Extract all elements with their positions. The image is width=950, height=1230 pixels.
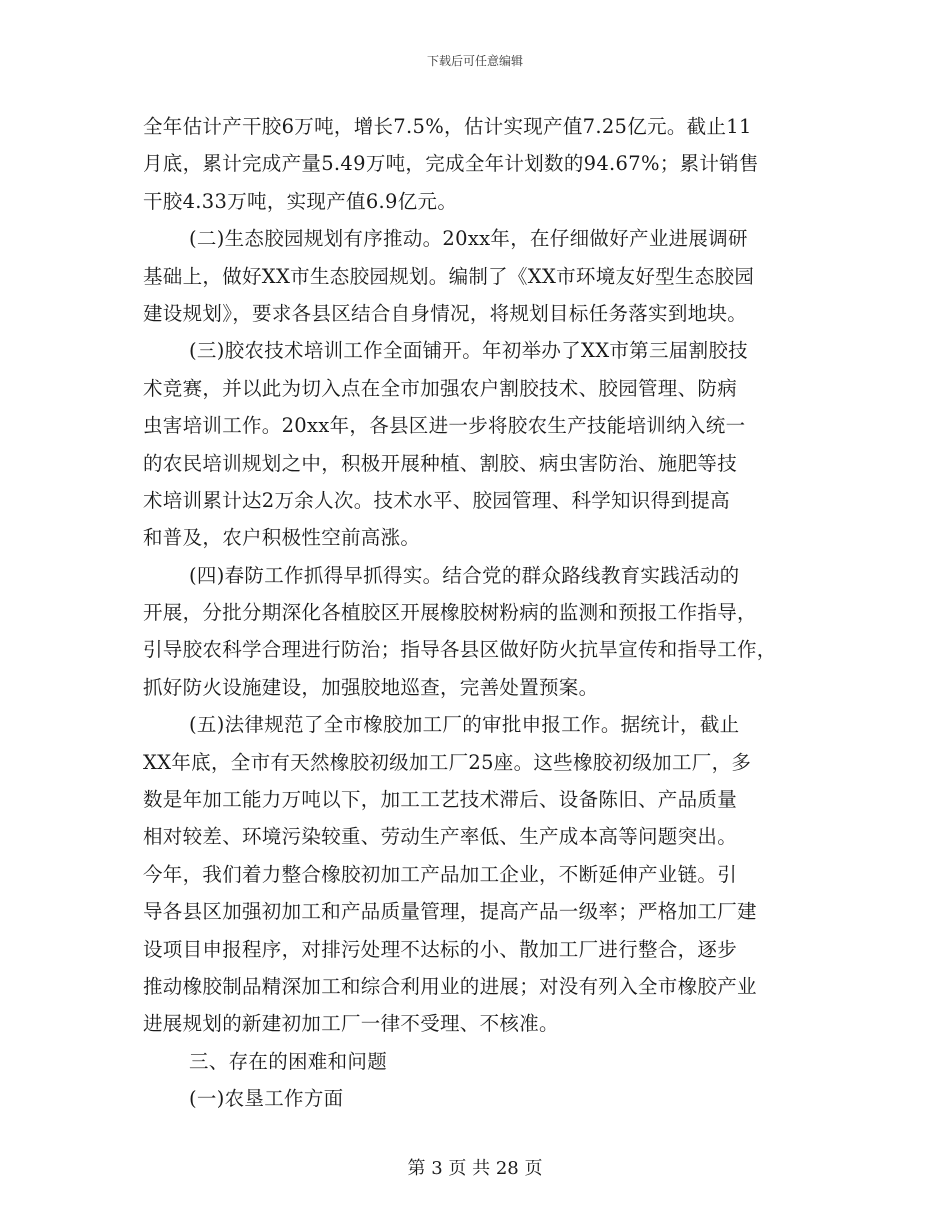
header-note: 下载后可任意编辑	[426, 54, 523, 68]
paragraph-start: (五)法律规范了全市橡胶加工厂的审批申报工作。据统计，截止	[189, 713, 740, 737]
text-line: 建设规划》，要求各县区结合自身情况，将规划目标任务落实到地块。	[143, 301, 748, 325]
text-line: 月底，累计完成产量5.49万吨，完成全年计划数的94.67%；累计销售	[143, 152, 759, 176]
document-body	[143, 108, 823, 1118]
text-line: 导各县区加强初加工和产品质量管理，提高产品一级率；严格加工厂建	[143, 900, 757, 924]
paragraph-start: (二)生态胶园规划有序推动。20xx年，在仔细做好产业进展调研	[189, 227, 748, 251]
text-line: 开展，分批分期深化各植胶区开展橡胶树粉病的监测和预报工作指导，	[143, 601, 757, 625]
text-line: 的农民培训规划之中，积极开展种植、割胶、病虫害防治、施肥等技	[143, 451, 738, 475]
text-line: 基础上，做好XX市生态胶园规划。编制了《XX市环境友好型生态胶园	[143, 264, 755, 288]
text-line: 和普及，农户积极性空前高涨。	[143, 526, 421, 550]
text-line: 设项目申报程序，对排污处理不达标的小、散加工厂进行整合，逐步	[143, 937, 738, 961]
text-line: 虫害培训工作。20xx年，各县区进一步将胶农生产技能培训纳入统一	[143, 414, 746, 438]
text-line: 干胶4.33万吨，实现产值6.9亿元。	[143, 189, 458, 213]
paragraph-start: (四)春防工作抓得早抓得实。结合党的群众路线教育实践活动的	[189, 563, 740, 587]
text-line: 抓好防火设施建设，加强胶地巡查，完善处置预案。	[143, 675, 599, 699]
text-line: 数是年加工能力万吨以下，加工工艺技术滞后、设备陈旧、产品质量	[143, 788, 738, 812]
text-line: 进展规划的新建初加工厂一律不受理、不核准。	[143, 1012, 559, 1036]
text-line: 相对较差、环境污染较重、劳动生产率低、生产成本高等问题突出。	[143, 825, 738, 849]
text-line: 术竞赛，并以此为切入点在全市加强农户割胶技术、胶园管理、防病	[143, 376, 738, 400]
subsection-heading: (一)农垦工作方面	[189, 1087, 344, 1111]
text-line: 今年，我们着力整合橡胶初加工产品加工企业，不断延伸产业链。引	[143, 862, 738, 886]
text-line: XX年底，全市有天然橡胶初级加工厂25座。这些橡胶初级加工厂，多	[143, 750, 752, 774]
text-line: 推动橡胶制品精深加工和综合利用业的进展；对没有列入全市橡胶产业	[143, 974, 757, 998]
text-line: 引导胶农科学合理进行防治；指导各县区做好防火抗旱宣传和指导工作，	[143, 638, 777, 662]
paragraph-start: (三)胶农技术培训工作全面铺开。年初举办了XX市第三届割胶技	[189, 339, 748, 363]
section-heading: 三、存在的困难和问题	[189, 1049, 388, 1073]
text-line: 术培训累计达2万余人次。技术水平、胶园管理、科学知识得到提高	[143, 488, 730, 512]
text-line: 全年估计产干胶6万吨，增长7.5%，估计实现产值7.25亿元。截止11	[143, 115, 752, 138]
page-number: 第 3 页 共 28 页	[407, 1158, 543, 1179]
